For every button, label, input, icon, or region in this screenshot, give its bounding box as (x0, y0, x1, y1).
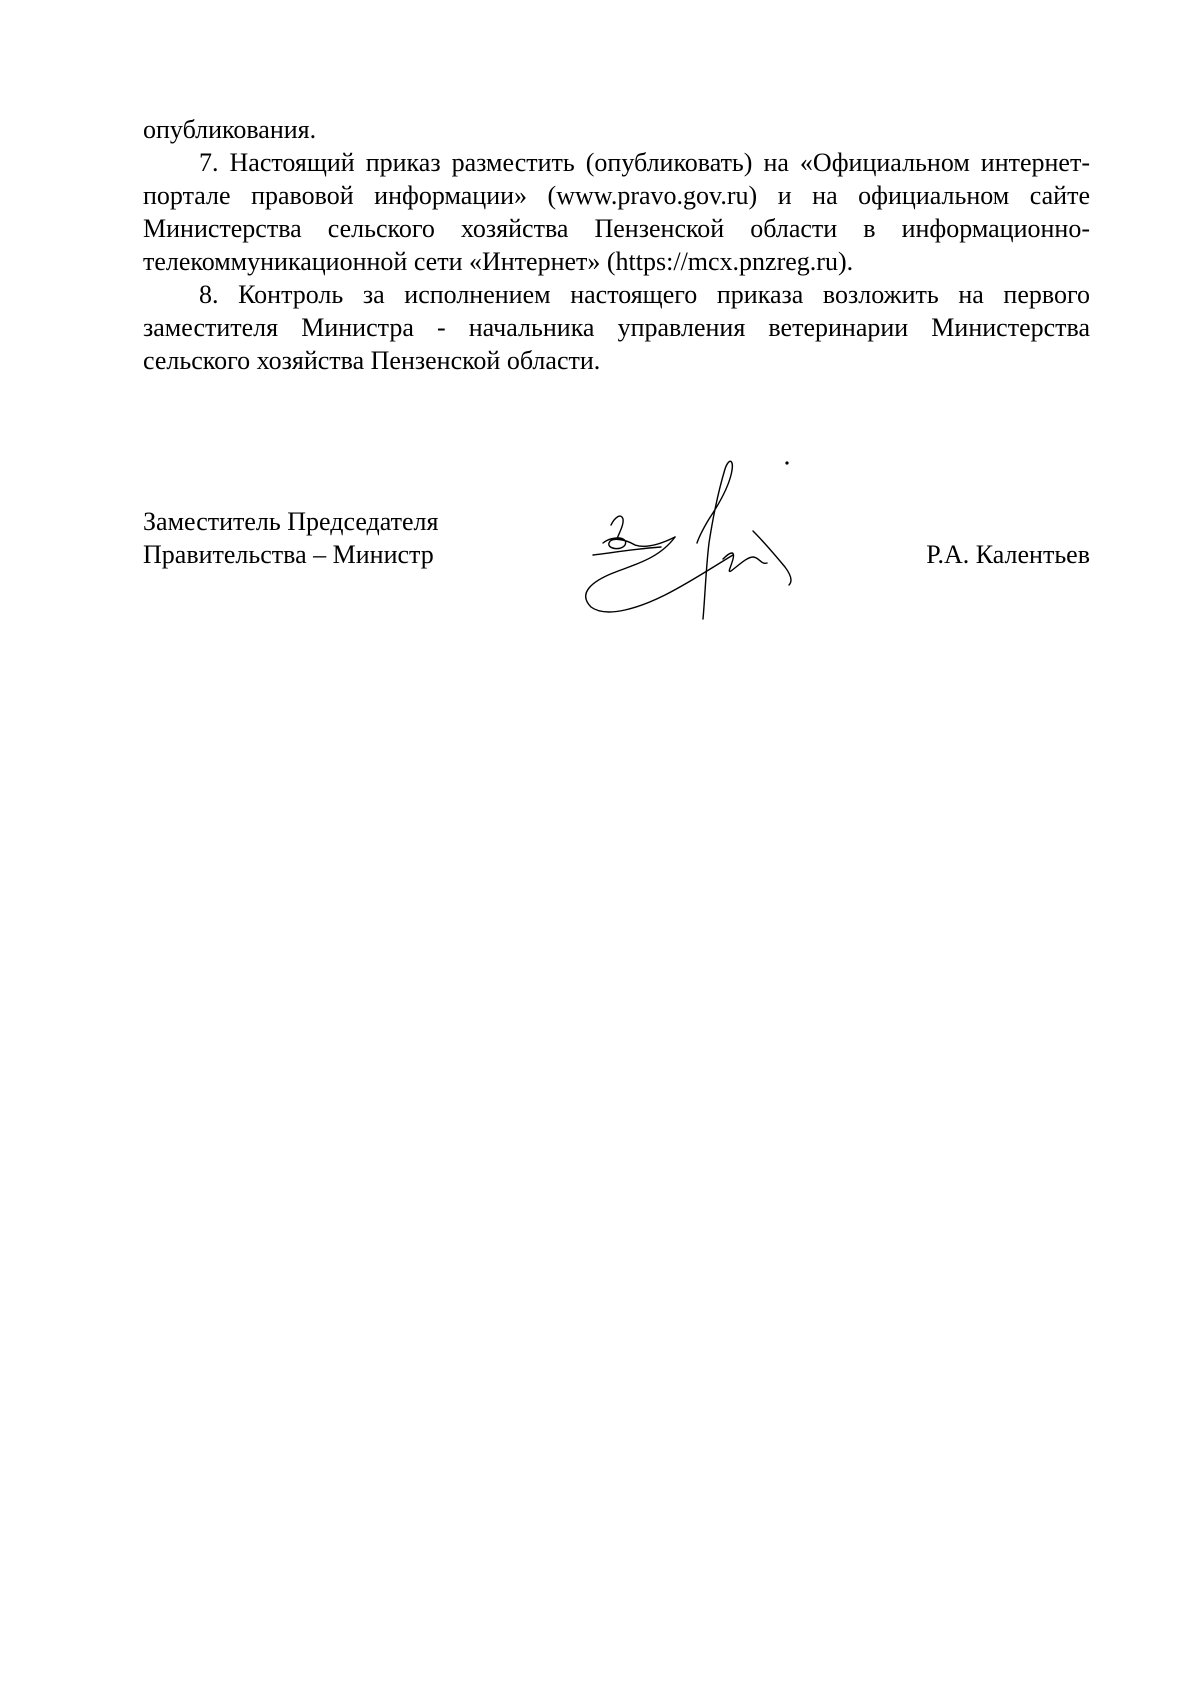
handwritten-signature-image (563, 447, 813, 622)
signature-block (143, 505, 1090, 645)
signer-position-line-1: Заместитель Председателя (143, 507, 439, 536)
signer-position-line-2: Правительства – Министр (143, 540, 434, 569)
signer-name: Р.А. Калентьев (926, 540, 1090, 569)
paragraph-item-8: 8. Контроль за исполнением настоящего приказа возложить на первого заместителя Министра - начальника управления ветеринарии Министерства сельского хозяйства Пензенской области. (143, 280, 1090, 375)
paragraph-continuation: опубликования. (143, 115, 317, 144)
document-body (143, 113, 1090, 377)
paragraph-item-7: 7. Настоящий приказ разместить (опубликовать) на «Официальном интернет-портале правовой информации» (www.pravo.gov.ru) и на официальном сайте Министерства сельского хозяйства Пензенской области в информационно-телекоммуникационной сети «Интернет» (https://mcx.pnzreg.ru). (143, 148, 1090, 276)
signer-position (143, 505, 503, 571)
